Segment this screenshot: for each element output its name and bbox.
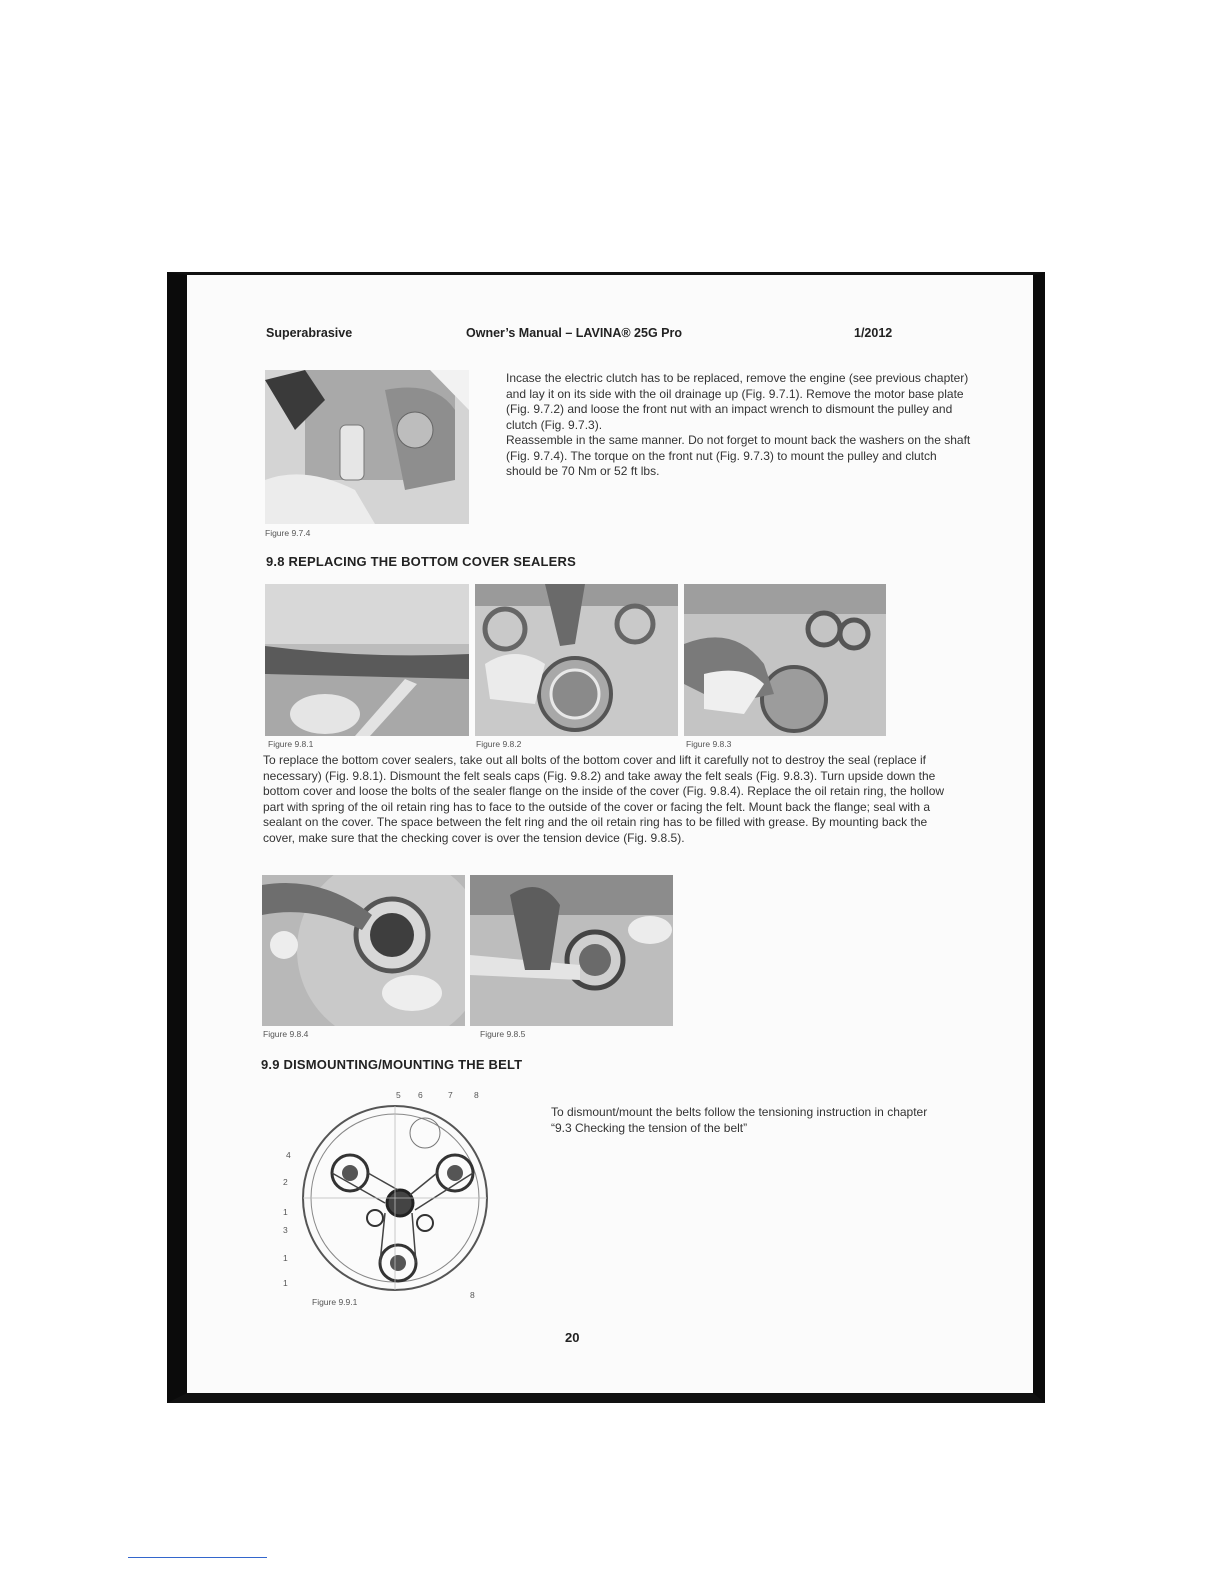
- diagram-label-2: 2: [283, 1177, 288, 1187]
- section-9-7-paragraph-1: Incase the electric clutch has to be replaced, remove the engine (see previous chapter) and lay it on its side with the oil drainage up (Fig. 9.7.1). Remove the motor base plate (Fig. 9.7.2) and loose the front nut with an impact wrench to dismount the pulley and clutch (Fig. 9.7.3).: [506, 371, 969, 432]
- figure-9-8-3-photo: [684, 584, 886, 736]
- diagram-label-3: 3: [283, 1225, 288, 1235]
- page-number: 20: [565, 1330, 580, 1345]
- header-date: 1/2012: [854, 326, 893, 340]
- figure-9-8-4-caption: Figure 9.8.4: [263, 1029, 309, 1039]
- diagram-label-6: 6: [418, 1090, 423, 1100]
- header-company: Superabrasive: [266, 326, 353, 340]
- figure-9-8-1-photo: [265, 584, 469, 736]
- figure-9-8-1-caption: Figure 9.8.1: [268, 739, 314, 749]
- diagram-label-1b: 1: [283, 1253, 288, 1263]
- section-9-8-paragraph: To replace the bottom cover sealers, take out all bolts of the bottom cover and lift it carefully not to destroy the seal (replace if necessary) (Fig. 9.8.1). Dismount the felt seals caps (Fig. 9.8.2) and take away the felt seals (Fig. 9.8.3). Turn upside down the bottom cover and loose the bolts of the sealer flange on the inside of the cover (Fig. 9.8.4). Replace the oil retain ring, the hollow part with spring of the oil retain ring has to face to the outside of the cover or facing the felt. Mount back the flange; seal with a sealant on the cover. The space between the felt ring and the oil retain ring has to be filled with grease. By mounting back the cover, make sure that the checking cover is over the tension device (Fig. 9.8.5).: [263, 753, 945, 845]
- diagram-label-4: 4: [286, 1150, 291, 1160]
- section-9-9-heading: 9.9 DISMOUNTING/MOUNTING THE BELT: [261, 1057, 523, 1072]
- diagram-label-1a: 1: [283, 1207, 288, 1217]
- section-9-7-paragraph-2: Reassemble in the same manner. Do not forget to mount back the washers on the shaft (Fig. 9.7.4). The torque on the front nut (Fig. 9.7.3) to mount the pulley and clutch should be 70 Nm or 52 ft lbs.: [506, 433, 971, 478]
- figure-9-8-5-photo: [470, 875, 673, 1026]
- figure-9-9-1-caption: Figure 9.9.1: [312, 1297, 358, 1307]
- diagram-label-8-top: 8: [474, 1090, 479, 1100]
- figure-9-7-4-caption: Figure 9.7.4: [265, 528, 311, 538]
- header-title: Owner’s Manual – LAVINA® 25G Pro: [466, 326, 682, 340]
- figure-9-9-1-belt-diagram: [270, 1088, 490, 1308]
- footer-link-underline: [128, 1557, 267, 1558]
- diagram-label-7: 7: [448, 1090, 453, 1100]
- section-9-8-heading: 9.8 REPLACING THE BOTTOM COVER SEALERS: [266, 554, 577, 569]
- diagram-label-5: 5: [396, 1090, 401, 1100]
- figure-9-8-5-caption: Figure 9.8.5: [480, 1029, 526, 1039]
- section-9-9-paragraph: To dismount/mount the belts follow the tensioning instruction in chapter “9.3 Checking the tension of the belt”: [551, 1105, 928, 1135]
- figure-9-8-2-caption: Figure 9.8.2: [476, 739, 522, 749]
- section-9-7-text: [506, 371, 972, 480]
- diagram-label-1c: 1: [283, 1278, 288, 1288]
- figure-9-8-4-photo: [262, 875, 465, 1026]
- figure-9-8-2-photo: [475, 584, 678, 736]
- figure-9-8-3-caption: Figure 9.8.3: [686, 739, 732, 749]
- section-9-8-text: [263, 753, 953, 846]
- figure-9-7-4-photo: [265, 370, 469, 524]
- diagram-label-8-bottom: 8: [470, 1290, 475, 1300]
- section-9-9-text: [551, 1105, 936, 1136]
